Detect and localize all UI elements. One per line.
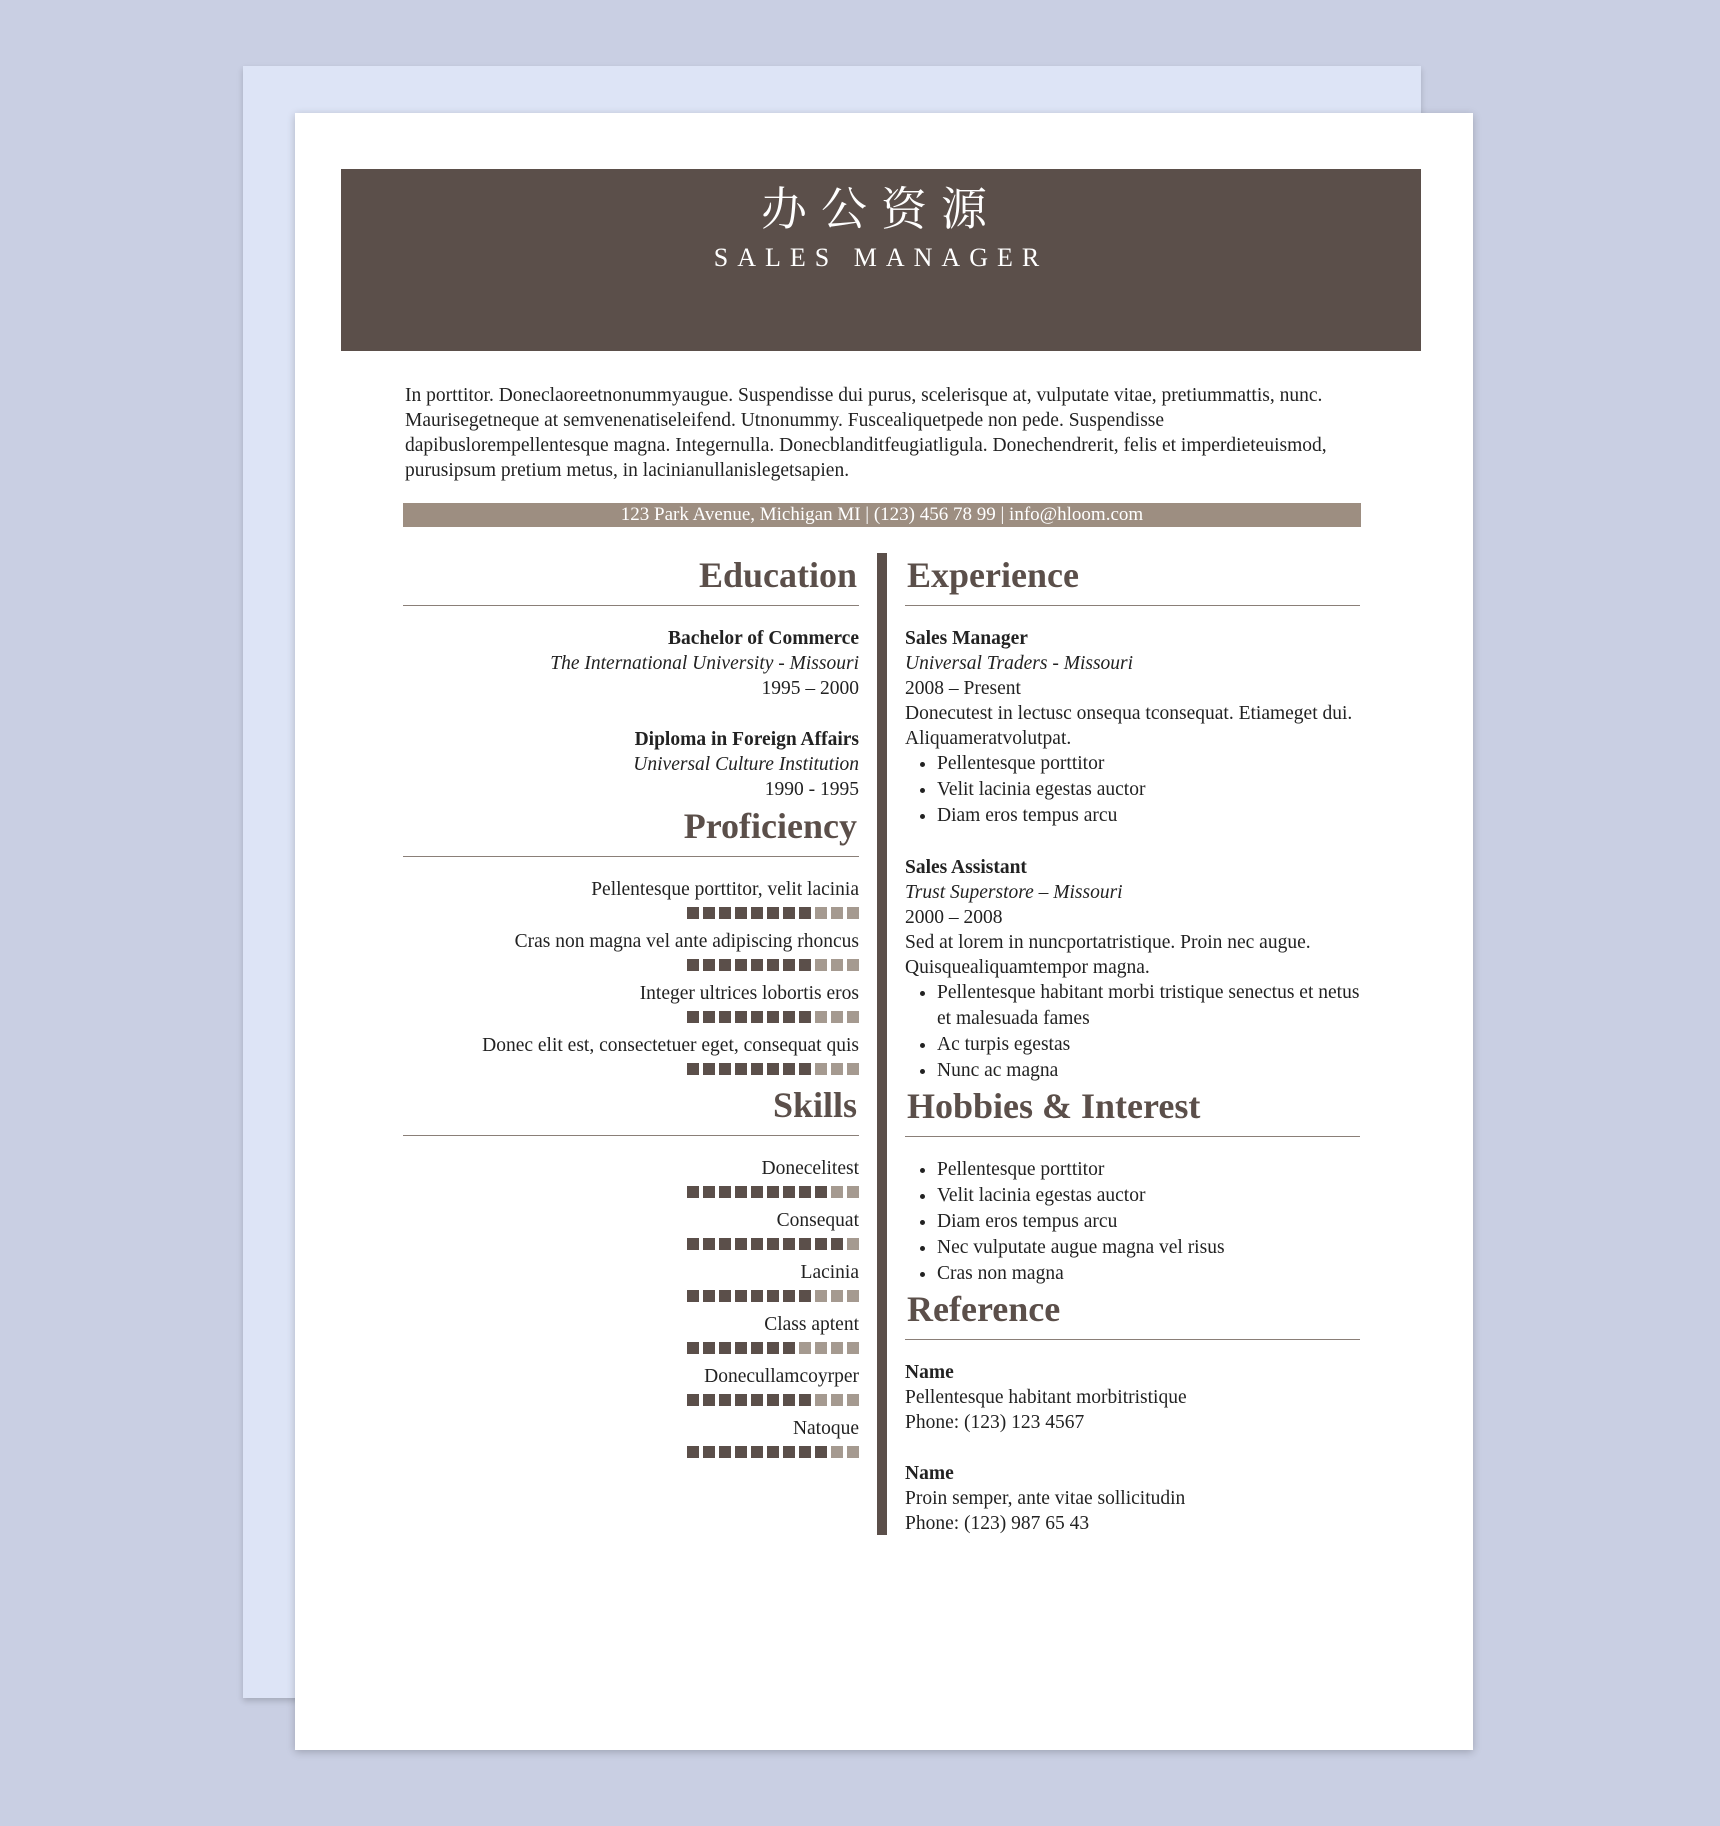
rating-label: Donecullamcoyrper [704,1366,859,1387]
rating-square [847,1186,859,1198]
job-role: Sales Manager [905,628,1028,649]
hobbies-section [905,1084,1360,1287]
rating-item [403,929,859,981]
list-item: • Diam eros tempus arcu [937,1209,1360,1235]
degree: Diploma in Foreign Affairs [634,729,859,750]
rating-square [815,1290,827,1302]
rating-square [799,1238,811,1250]
rating-square [847,1011,859,1023]
rating-square [751,907,763,919]
rating-square [687,1394,699,1406]
rating-square [687,1290,699,1302]
rating-square [847,907,859,919]
rating-bar [687,1290,859,1302]
rating-square [783,1238,795,1250]
rating-square [847,1394,859,1406]
rating-bar [687,1394,859,1406]
experience-section [905,553,1360,1084]
rating-square [687,1342,699,1354]
rating-square [815,1394,827,1406]
rating-square [703,959,715,971]
section-title: Skills [772,1085,857,1125]
rating-square [687,1446,699,1458]
rating-square [847,1290,859,1302]
list-item: • Velit lacinia egestas auctor [937,777,1360,803]
section-rule [905,1339,1360,1340]
rating-square [815,1238,827,1250]
rating-square [719,1290,731,1302]
rating-square [815,907,827,919]
rating-item [403,1208,859,1260]
list-item: • Ac turpis egestas [937,1032,1360,1058]
rating-square [767,1011,779,1023]
job-description: Sed at lorem in nuncportatristique. Proin nec augue. Quisquealiquamtempor magna. [905,932,1311,978]
rating-item [403,1416,859,1468]
rating-square [799,1446,811,1458]
rating-square [735,959,747,971]
section-rule [905,1136,1360,1137]
rating-square [719,1063,731,1075]
rating-square [703,907,715,919]
rating-bar [687,1238,859,1250]
rating-square [831,1186,843,1198]
rating-square [751,1446,763,1458]
rating-label: Pellentesque porttitor, velit lacinia [591,879,859,900]
section-title: Reference [907,1289,1061,1329]
reference-name: Name [905,1362,954,1383]
rating-square [767,907,779,919]
rating-square [799,907,811,919]
rating-square [831,1011,843,1023]
rating-square [703,1186,715,1198]
rating-square [719,959,731,971]
skills-section [403,1083,859,1468]
rating-square [767,1063,779,1075]
reference-phone: Phone: (123) 123 4567 [905,1412,1085,1433]
rating-square [719,1011,731,1023]
school: The International University - Missouri [550,653,859,674]
rating-square [735,1342,747,1354]
rating-square [847,1238,859,1250]
rating-square [719,1186,731,1198]
candidate-role: SALES MANAGER [713,243,1049,272]
rating-square [815,1011,827,1023]
rating-label: Cras non magna vel ante adipiscing rhoncus [514,931,859,952]
rating-square [815,1446,827,1458]
contact-bar: 123 Park Avenue, Michigan MI | (123) 456 78 99 | info@hloom.com [403,503,1361,527]
rating-square [783,1186,795,1198]
rating-square [703,1063,715,1075]
job-role: Sales Assistant [905,857,1027,878]
rating-square [719,1446,731,1458]
reference-item [905,1461,1360,1536]
rating-square [815,1186,827,1198]
rating-square [831,1238,843,1250]
school: Universal Culture Institution [633,754,859,775]
list-item: • Diam eros tempus arcu [937,803,1360,829]
section-rule [403,856,859,857]
reference-name: Name [905,1463,954,1484]
job-bullets [905,751,1360,829]
skills-list [403,1156,859,1468]
rating-bar [687,959,859,971]
rating-label: Integer ultrices lobortis eros [639,983,859,1004]
years: 1995 – 2000 [761,678,859,699]
rating-square [687,959,699,971]
column-divider [877,553,887,1535]
section-title: Proficiency [683,806,857,846]
rating-square [767,959,779,971]
rating-square [735,1063,747,1075]
rating-square [799,1011,811,1023]
rating-square [767,1186,779,1198]
rating-label: Natoque [792,1418,859,1439]
reference-phone: Phone: (123) 987 65 43 [905,1513,1090,1534]
section-rule [403,1135,859,1136]
rating-square [767,1290,779,1302]
resume-header [341,169,1421,351]
rating-bar [687,1186,859,1198]
rating-square [703,1394,715,1406]
rating-square [751,1290,763,1302]
reference-section [905,1287,1360,1536]
education-item [403,626,859,701]
left-column [403,553,859,1468]
section-rule [905,605,1360,606]
rating-bar [687,1063,859,1075]
rating-square [751,1011,763,1023]
rating-square [831,907,843,919]
rating-label: Class aptent [764,1314,859,1335]
rating-bar [687,1342,859,1354]
rating-square [847,1446,859,1458]
rating-label: Consequat [776,1210,859,1231]
list-item: • Pellentesque porttitor [937,1157,1360,1183]
rating-square [751,1063,763,1075]
rating-square [703,1446,715,1458]
rating-bar [687,1446,859,1458]
rating-square [847,1063,859,1075]
proficiency-section [403,804,859,1085]
rating-square [767,1342,779,1354]
rating-square [783,1290,795,1302]
hobbies-list [905,1157,1360,1287]
summary-paragraph: In porttitor. Doneclaoreetnonummyaugue. Suspendisse dui purus, scelerisque at, vulputate vitae, pretiummattis, nunc. Maurisegetneque at semvenenatiseleifend. Utnonummy. Fuscealiquetpede non pede. Suspendisse dapibuslorempellentesque magna. Integernulla. Donecblanditfeugiatligula. Donechendrerit, felis et imperdieteuismod, purusipsum pretium metus, in lacinianullanislegetsapien. [405,385,1327,481]
section-title: Experience [907,555,1079,595]
rating-square [735,1238,747,1250]
list-item: • Pellentesque porttitor [937,751,1360,777]
job-company: Universal Traders - Missouri [905,653,1134,674]
resume-page [295,113,1473,1750]
rating-square [831,1446,843,1458]
rating-square [831,1063,843,1075]
degree: Bachelor of Commerce [668,628,859,649]
rating-item [403,1156,859,1208]
list-item: • Velit lacinia egestas auctor [937,1183,1360,1209]
rating-square [703,1238,715,1250]
rating-label: Lacinia [800,1262,859,1283]
rating-item [403,981,859,1033]
rating-square [815,959,827,971]
rating-square [847,1342,859,1354]
rating-square [783,1063,795,1075]
section-title: Hobbies & Interest [907,1086,1201,1126]
rating-square [751,1186,763,1198]
rating-square [735,1290,747,1302]
rating-square [735,1394,747,1406]
rating-square [831,1290,843,1302]
rating-item [403,1033,859,1085]
list-item: • Cras non magna [937,1261,1360,1287]
job-item [905,855,1360,1084]
reference-desc: Proin semper, ante vitae sollicitudin [905,1488,1186,1509]
rating-square [831,1394,843,1406]
reference-item [905,1360,1360,1435]
rating-square [751,1238,763,1250]
rating-item [403,877,859,929]
rating-square [799,1394,811,1406]
rating-label: Donecelitest [761,1158,859,1179]
rating-square [751,1342,763,1354]
rating-square [783,1342,795,1354]
rating-square [719,1394,731,1406]
rating-square [799,959,811,971]
rating-square [783,907,795,919]
rating-bar [687,1011,859,1023]
section-title: Education [698,555,857,595]
candidate-name: 办公资源 [761,182,1001,236]
rating-square [799,1342,811,1354]
list-item: • Nec vulputate augue magna vel risus [937,1235,1360,1261]
rating-square [767,1394,779,1406]
rating-square [783,1011,795,1023]
job-years: 2000 – 2008 [905,907,1003,928]
rating-square [719,1342,731,1354]
rating-square [783,1446,795,1458]
rating-square [687,907,699,919]
years: 1990 - 1995 [764,779,859,800]
rating-square [735,907,747,919]
rating-square [735,1011,747,1023]
education-section [403,553,859,802]
rating-square [703,1290,715,1302]
rating-square [703,1011,715,1023]
rating-square [815,1342,827,1354]
rating-square [767,1238,779,1250]
rating-square [703,1342,715,1354]
rating-square [719,1238,731,1250]
rating-square [687,1011,699,1023]
right-column [905,553,1360,1550]
list-item: • Nunc ac magna [937,1058,1360,1084]
rating-square [687,1063,699,1075]
rating-bar [687,907,859,919]
rating-label: Donec elit est, consectetuer eget, consequat quis [482,1035,859,1056]
reference-desc: Pellentesque habitant morbitristique [905,1387,1187,1408]
job-years: 2008 – Present [905,678,1021,699]
rating-item [403,1260,859,1312]
rating-item [403,1364,859,1416]
proficiency-list [403,877,859,1085]
rating-square [719,907,731,919]
job-bullets [905,980,1360,1084]
rating-square [735,1186,747,1198]
rating-square [687,1186,699,1198]
rating-square [767,1446,779,1458]
job-company: Trust Superstore – Missouri [905,882,1123,903]
rating-square [687,1238,699,1250]
rating-square [799,1063,811,1075]
education-item [403,727,859,802]
rating-square [751,959,763,971]
rating-square [831,959,843,971]
job-description: Donecutest in lectusc onsequa tconsequat. Etiameget dui. Aliquameratvolutpat. [905,703,1353,749]
section-rule [403,605,859,606]
rating-square [847,959,859,971]
rating-square [815,1063,827,1075]
rating-square [783,1394,795,1406]
rating-item [403,1312,859,1364]
list-item: • Pellentesque habitant morbi tristique senectus et netus et malesuada fames [937,980,1360,1032]
rating-square [783,959,795,971]
rating-square [799,1186,811,1198]
rating-square [751,1394,763,1406]
rating-square [831,1342,843,1354]
job-item [905,626,1360,829]
rating-square [799,1290,811,1302]
rating-square [735,1446,747,1458]
